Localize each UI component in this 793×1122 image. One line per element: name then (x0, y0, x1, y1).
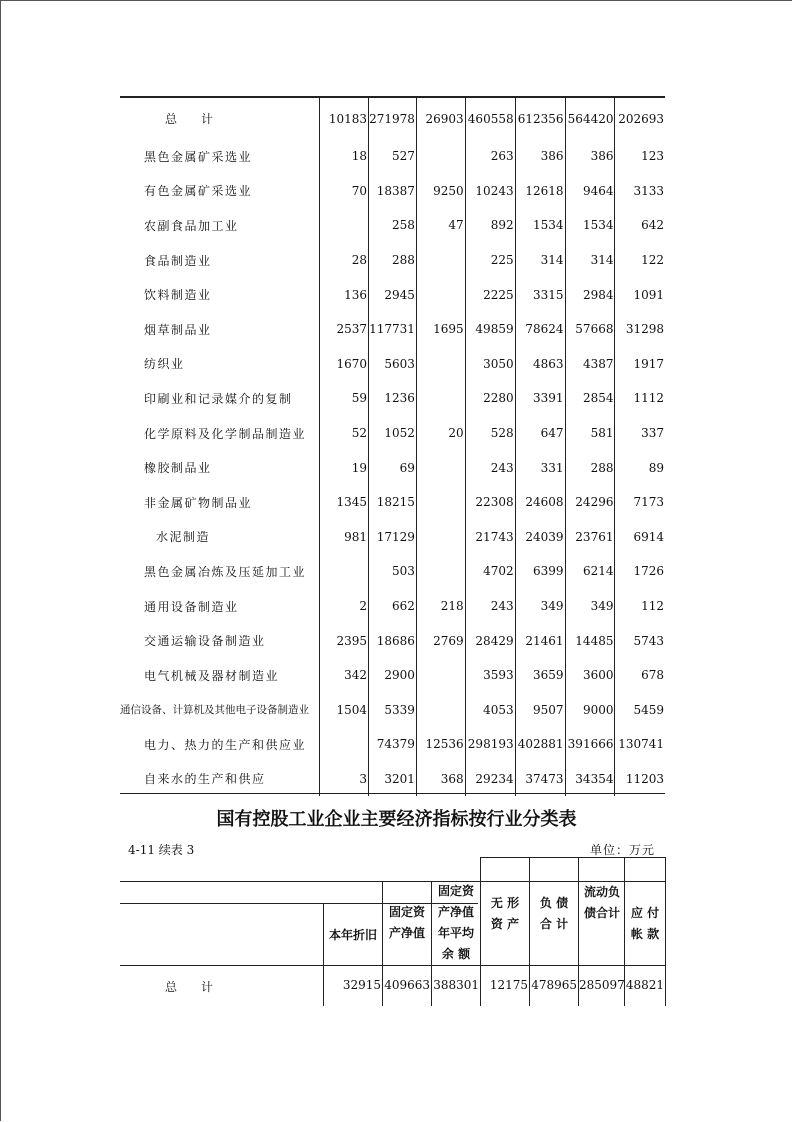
value-cell: 527 (369, 139, 417, 174)
value-cell (416, 450, 465, 485)
value-cell (416, 520, 465, 555)
value-cell: 34354 (565, 762, 615, 797)
value-cell: 3600 (565, 658, 615, 693)
bottom-rule (120, 793, 665, 794)
industry-label: 通用设备制造业 (144, 599, 239, 614)
value-cell: 78624 (515, 312, 565, 347)
value-cell: 342 (320, 658, 369, 693)
value-cell: 1236 (369, 381, 417, 416)
header-avg-net-fixed-assets: 固定资产净值年平均余 额 (437, 884, 474, 961)
value-cell: 1504 (320, 693, 369, 728)
value-cell: 1670 (320, 347, 369, 382)
value-cell: 117731 (369, 312, 417, 347)
value-cell: 243 (465, 450, 515, 485)
value-cell: 368 (416, 762, 465, 797)
value-cell: 20 (416, 416, 465, 451)
value-cell: 1695 (416, 312, 465, 347)
value-cell (416, 554, 465, 589)
industry-label: 饮料制造业 (144, 288, 212, 303)
value-cell: 9507 (515, 693, 565, 728)
table-row (120, 762, 665, 797)
value-cell: 402881 (515, 727, 565, 762)
value-cell: 331 (515, 450, 565, 485)
value-cell: 89 (615, 450, 665, 485)
industry-label: 有色金属矿采选业 (144, 184, 253, 199)
table-row (120, 139, 665, 174)
value-cell: 2854 (565, 381, 615, 416)
table-row (120, 658, 665, 693)
value-cell: 288 (565, 450, 615, 485)
value-cell: 391666 (565, 727, 615, 762)
value-cell: 2225 (465, 277, 515, 312)
table-row (120, 312, 665, 347)
value-cell: 218 (416, 589, 465, 624)
page-title: 国有控股工业企业主要经济指标按行业分类表 (216, 809, 577, 830)
value-cell: 243 (465, 589, 515, 624)
value-cell: 11203 (615, 762, 665, 797)
value-cell: 1534 (515, 208, 565, 243)
top-rule (120, 96, 665, 97)
value-cell: 503 (369, 554, 417, 589)
value-cell: 314 (565, 243, 615, 278)
industry-label: 总 计 (120, 98, 320, 140)
value-cell: 10183 (320, 98, 369, 140)
value-cell: 57668 (565, 312, 615, 347)
industry-label: 非金属矿物制品业 (144, 495, 253, 510)
value-cell: 21743 (465, 520, 515, 555)
value-cell: 28 (320, 243, 369, 278)
value-cell: 271978 (369, 98, 417, 140)
industry-label: 印刷业和记录媒介的复制 (144, 391, 293, 406)
total-value: 478965 (531, 978, 577, 992)
table-row (120, 520, 665, 555)
value-cell: 9464 (565, 174, 615, 209)
value-cell: 225 (465, 243, 515, 278)
value-cell: 2769 (416, 623, 465, 658)
industry-label: 黑色金属冶炼及压延加工业 (144, 564, 307, 579)
value-cell: 18 (320, 139, 369, 174)
table-row (120, 554, 665, 589)
unit-label: 单位：万元 (590, 843, 656, 857)
value-cell: 4053 (465, 693, 515, 728)
header-annual-depreciation: 本年折旧 (328, 928, 377, 942)
value-cell: 263 (465, 139, 515, 174)
value-cell: 12618 (515, 174, 565, 209)
table-row (120, 208, 665, 243)
value-cell: 18686 (369, 623, 417, 658)
value-cell: 3201 (369, 762, 417, 797)
value-cell: 337 (615, 416, 665, 451)
industry-label: 农副食品加工业 (144, 218, 239, 233)
value-cell: 6914 (615, 520, 665, 555)
table-row (120, 277, 665, 312)
value-cell: 136 (320, 277, 369, 312)
value-cell: 1726 (615, 554, 665, 589)
value-cell: 17129 (369, 520, 417, 555)
total-value: 48821 (625, 978, 664, 992)
value-cell (416, 277, 465, 312)
value-cell: 528 (465, 416, 515, 451)
value-cell: 14485 (565, 623, 615, 658)
industry-label: 电气机械及器材制造业 (144, 668, 280, 683)
value-cell: 3133 (615, 174, 665, 209)
value-cell: 22308 (465, 485, 515, 520)
industry-label: 黑色金属矿采选业 (144, 149, 253, 164)
value-cell: 1052 (369, 416, 417, 451)
value-cell: 2984 (565, 277, 615, 312)
value-cell: 202693 (615, 98, 665, 140)
value-cell: 24608 (515, 485, 565, 520)
value-cell: 24296 (565, 485, 615, 520)
value-cell: 23761 (565, 520, 615, 555)
value-cell (416, 381, 465, 416)
industry-label: 交通运输设备制造业 (144, 634, 266, 649)
industry-label: 食品制造业 (144, 253, 212, 268)
value-cell: 59 (320, 381, 369, 416)
industry-label: 自来水的生产和供应 (144, 772, 266, 787)
value-cell: 6399 (515, 554, 565, 589)
value-cell: 386 (515, 139, 565, 174)
industry-label: 烟草制品业 (144, 322, 212, 337)
header-current-liabilities: 流动负债合计 (583, 885, 620, 920)
value-cell: 349 (515, 589, 565, 624)
value-cell: 298193 (465, 727, 515, 762)
value-cell: 678 (615, 658, 665, 693)
value-cell: 564420 (565, 98, 615, 140)
value-cell: 386 (565, 139, 615, 174)
value-cell: 3593 (465, 658, 515, 693)
value-cell: 7173 (615, 485, 665, 520)
value-cell: 49859 (465, 312, 515, 347)
value-cell: 2 (320, 589, 369, 624)
total-value: 388301 (433, 978, 479, 992)
value-cell: 642 (615, 208, 665, 243)
value-cell: 74379 (369, 727, 417, 762)
table-row (120, 347, 665, 382)
value-cell: 52 (320, 416, 369, 451)
value-cell: 69 (369, 450, 417, 485)
value-cell (416, 658, 465, 693)
value-cell: 1091 (615, 277, 665, 312)
value-cell: 3391 (515, 381, 565, 416)
header-net-fixed-assets: 固定资产净值 (388, 905, 425, 940)
value-cell: 460558 (465, 98, 515, 140)
value-cell: 1112 (615, 381, 665, 416)
value-cell: 2945 (369, 277, 417, 312)
value-cell: 647 (515, 416, 565, 451)
total-row-label: 总 计 (165, 980, 214, 994)
value-cell: 2537 (320, 312, 369, 347)
table-number: 4-11 续表 3 (128, 843, 195, 857)
value-cell: 112 (615, 589, 665, 624)
value-cell (416, 139, 465, 174)
header-intangible-assets: 无 形资 产 (490, 896, 520, 931)
table-row (120, 623, 665, 658)
value-cell: 3315 (515, 277, 565, 312)
value-cell (320, 727, 369, 762)
value-cell: 31298 (615, 312, 665, 347)
table-row (120, 589, 665, 624)
total-value: 285097 (579, 978, 625, 992)
header-accounts-payable: 应 付帐 款 (630, 906, 660, 941)
industry-table-top (120, 97, 665, 796)
value-cell: 1917 (615, 347, 665, 382)
value-cell: 892 (465, 208, 515, 243)
value-cell: 28429 (465, 623, 515, 658)
value-cell: 18215 (369, 485, 417, 520)
value-cell: 581 (565, 416, 615, 451)
value-cell: 5339 (369, 693, 417, 728)
table-row (120, 174, 665, 209)
value-cell: 26903 (416, 98, 465, 140)
value-cell: 70 (320, 174, 369, 209)
value-cell: 29234 (465, 762, 515, 797)
table-row (120, 243, 665, 278)
industry-label: 通信设备、计算机及其他电子设备制造业 (120, 704, 309, 717)
header-total-liabilities: 负 债合 计 (539, 896, 569, 931)
value-cell: 47 (416, 208, 465, 243)
value-cell: 3659 (515, 658, 565, 693)
industry-label: 纺织业 (144, 357, 185, 372)
total-value: 32915 (342, 978, 381, 992)
value-cell: 662 (369, 589, 417, 624)
value-cell: 4863 (515, 347, 565, 382)
total-value: 409663 (384, 978, 430, 992)
table-row (120, 381, 665, 416)
value-cell: 612356 (515, 98, 565, 140)
value-cell: 2280 (465, 381, 515, 416)
value-cell: 10243 (465, 174, 515, 209)
value-cell: 3 (320, 762, 369, 797)
value-cell: 123 (615, 139, 665, 174)
value-cell (320, 554, 369, 589)
value-cell: 21461 (515, 623, 565, 658)
value-cell: 4702 (465, 554, 515, 589)
industry-label: 化学原料及化学制品制造业 (144, 426, 307, 441)
value-cell: 314 (515, 243, 565, 278)
value-cell: 258 (369, 208, 417, 243)
value-cell (416, 243, 465, 278)
value-cell: 2900 (369, 658, 417, 693)
industry-label: 电力、热力的生产和供应业 (144, 737, 307, 752)
value-cell: 19 (320, 450, 369, 485)
value-cell: 37473 (515, 762, 565, 797)
value-cell: 5459 (615, 693, 665, 728)
value-cell: 18387 (369, 174, 417, 209)
value-cell: 9250 (416, 174, 465, 209)
value-cell: 1534 (565, 208, 615, 243)
value-cell: 288 (369, 243, 417, 278)
value-cell: 349 (565, 589, 615, 624)
value-cell (416, 485, 465, 520)
value-cell (416, 693, 465, 728)
value-cell: 5743 (615, 623, 665, 658)
value-cell: 9000 (565, 693, 615, 728)
value-cell: 3050 (465, 347, 515, 382)
value-cell: 1345 (320, 485, 369, 520)
value-cell (320, 208, 369, 243)
table-row (120, 485, 665, 520)
value-cell: 12536 (416, 727, 465, 762)
value-cell (416, 347, 465, 382)
industry-label: 橡胶制品业 (144, 461, 212, 476)
value-cell: 4387 (565, 347, 615, 382)
table-row (120, 693, 665, 728)
value-cell: 2395 (320, 623, 369, 658)
value-cell: 130741 (615, 727, 665, 762)
value-cell: 6214 (565, 554, 615, 589)
table-row (120, 98, 665, 140)
table-row (120, 450, 665, 485)
value-cell: 981 (320, 520, 369, 555)
value-cell: 122 (615, 243, 665, 278)
table-row (120, 416, 665, 451)
value-cell: 5603 (369, 347, 417, 382)
table-row (120, 727, 665, 762)
value-cell: 24039 (515, 520, 565, 555)
industry-label: 水泥制造 (156, 530, 211, 545)
total-value: 12175 (489, 978, 528, 992)
